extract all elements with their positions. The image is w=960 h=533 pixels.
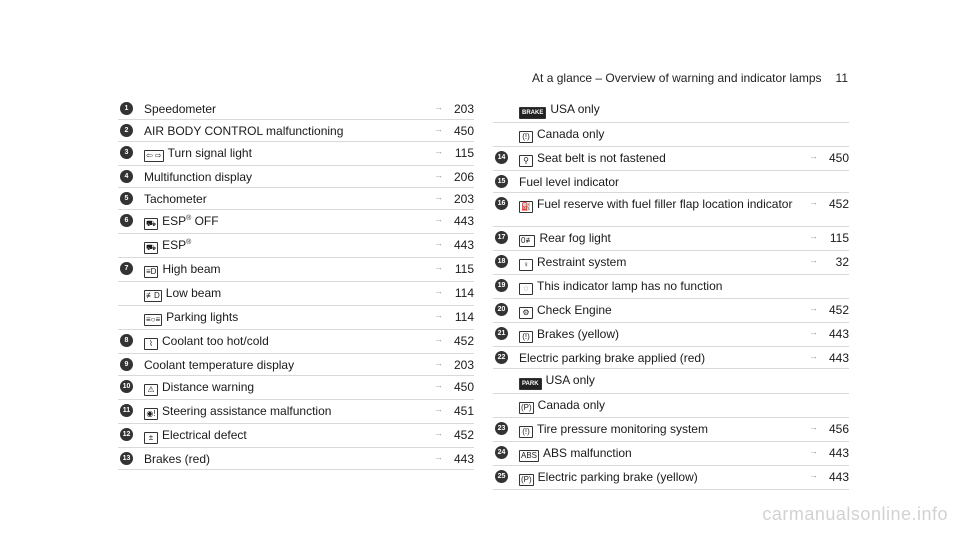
high-beam-icon: ≡D [146, 267, 157, 276]
item-label: Turn signal light [167, 146, 252, 160]
page-reference-number: 443 [453, 452, 474, 466]
arrow-icon: → [809, 255, 818, 265]
page-reference[interactable] [434, 404, 474, 418]
check-engine-icon: ⚙ [519, 307, 533, 319]
item-text [519, 279, 722, 293]
arrow-icon: → [434, 452, 443, 462]
page-reference[interactable] [434, 170, 474, 184]
item-number: 19 [495, 279, 508, 292]
arrow-icon: → [434, 428, 443, 438]
list-item [118, 400, 474, 424]
item-text [144, 102, 216, 116]
list-item [118, 448, 474, 470]
item-text [144, 286, 221, 300]
page-reference[interactable] [434, 452, 474, 466]
item-label: Brakes (yellow) [537, 327, 620, 341]
parking-lights-icon: ≡○≡ [146, 315, 161, 324]
item-number: 20 [495, 303, 508, 316]
item-text [144, 238, 191, 252]
page-reference[interactable] [434, 358, 474, 372]
list-item [493, 193, 849, 227]
item-number: 12 [120, 428, 133, 441]
page-reference-number: 203 [453, 102, 474, 116]
item-label: Steering assistance malfunction [162, 404, 332, 418]
item-label: Coolant temperature display [144, 358, 295, 372]
page-reference-number: 450 [453, 380, 474, 394]
registered-mark: ® [186, 239, 192, 246]
item-label: Distance warning [162, 380, 255, 394]
item-text [519, 470, 698, 484]
arrow-icon: → [809, 327, 818, 337]
registered-mark: ® [186, 215, 192, 222]
left-column [118, 98, 474, 470]
item-text [519, 422, 708, 436]
page-reference[interactable] [434, 146, 474, 160]
list-item [118, 306, 474, 330]
item-label: Electric parking brake applied (red) [519, 351, 706, 365]
arrow-icon: → [434, 310, 443, 320]
arrow-icon: → [434, 262, 443, 272]
list-item [118, 376, 474, 400]
item-label: Speedometer [144, 102, 217, 116]
page-reference[interactable] [809, 197, 849, 211]
page-reference-number: 114 [454, 286, 474, 300]
page-reference-number: 443 [828, 327, 849, 341]
arrow-icon: → [434, 404, 443, 414]
item-text [144, 262, 220, 276]
item-label: Electric parking brake (yellow) [537, 470, 698, 484]
arrow-icon: → [434, 334, 443, 344]
item-text [519, 351, 705, 365]
no-function-icon: ◌ [519, 283, 533, 295]
page-reference[interactable] [434, 124, 474, 138]
item-label: Fuel level indicator [519, 175, 620, 189]
seat-belt-icon: ⚲ [519, 155, 533, 167]
page-reference[interactable] [809, 470, 849, 484]
right-column [493, 98, 849, 490]
list-item [118, 424, 474, 448]
page-reference[interactable] [434, 380, 474, 394]
item-text [519, 373, 595, 387]
item-text [519, 446, 632, 460]
list-item [493, 123, 849, 147]
item-label: ESP [162, 238, 187, 252]
page-reference-number: 452 [828, 303, 849, 317]
page-reference[interactable] [434, 192, 474, 206]
page-reference[interactable] [809, 446, 849, 460]
steering-assist-icon: ◉! [144, 408, 158, 420]
item-label: Parking lights [166, 310, 239, 324]
item-number: 1 [120, 102, 133, 115]
list-item [493, 147, 849, 171]
page-number: 11 [835, 71, 848, 85]
abs-icon: ABS [521, 451, 538, 460]
item-text [519, 303, 612, 317]
arrow-icon: → [809, 470, 818, 480]
item-label: Multifunction display [144, 170, 253, 184]
page-reference[interactable] [809, 151, 849, 165]
item-text [519, 231, 611, 245]
list-item [118, 354, 474, 376]
esp-icon: ⛟ [146, 243, 157, 252]
arrow-icon: → [434, 192, 443, 202]
item-label: Restraint system [537, 255, 627, 269]
fuel-reserve-icon: ⛽ [519, 201, 533, 213]
page-reference-number: 450 [828, 151, 849, 165]
item-label: Brakes (red) [144, 452, 211, 466]
page-reference-number: 456 [828, 422, 849, 436]
item-number: 9 [120, 358, 133, 371]
item-number: 5 [120, 192, 133, 205]
arrow-icon: → [809, 446, 818, 456]
arrow-icon: → [809, 197, 818, 207]
item-label: High beam [162, 262, 221, 276]
arrow-icon: → [809, 151, 818, 161]
item-label: Canada only [537, 398, 606, 412]
item-number: 18 [495, 255, 508, 268]
page-reference-number: 452 [453, 428, 474, 442]
epb-yellow-icon: (P) [521, 475, 532, 484]
list-item [493, 227, 849, 251]
page-reference-number: 443 [828, 351, 849, 365]
item-number: 16 [495, 197, 508, 210]
page-reference-number: 114 [454, 310, 474, 324]
list-item [493, 418, 849, 442]
item-number: 17 [495, 231, 508, 244]
item-number: 4 [120, 170, 133, 183]
list-item [118, 282, 474, 306]
item-text [144, 428, 247, 442]
page-reference[interactable] [434, 428, 474, 442]
list-item [118, 188, 474, 210]
item-text [144, 146, 252, 160]
item-text [144, 192, 207, 206]
page-reference-number: 115 [454, 262, 474, 276]
item-label: USA only [550, 102, 600, 116]
item-label: ABS malfunction [543, 446, 632, 460]
page-reference[interactable] [809, 327, 849, 341]
list-item [118, 98, 474, 120]
brake-circle-icon: (!) [519, 131, 533, 143]
item-text [144, 310, 238, 324]
page-reference-number: 206 [453, 170, 474, 184]
page-reference-number: 452 [453, 334, 474, 348]
item-text [519, 151, 666, 165]
item-number: 15 [495, 175, 508, 188]
item-label: Low beam [165, 286, 222, 300]
item-number: 10 [120, 380, 133, 393]
list-item [118, 330, 474, 354]
low-beam-icon: ≢D [146, 291, 160, 300]
item-text [144, 124, 343, 138]
list-item [493, 394, 849, 418]
item-label: AIR BODY CONTROL malfunctioning [144, 124, 344, 138]
page-reference-number: 451 [453, 404, 474, 418]
list-item [118, 166, 474, 188]
item-text [519, 175, 619, 189]
item-text [144, 358, 294, 372]
page-reference-number: 443 [828, 470, 849, 484]
item-text [144, 452, 210, 466]
page-reference[interactable] [434, 334, 474, 348]
item-number: 8 [120, 334, 133, 347]
brake-word-icon: BRAKE [519, 107, 546, 119]
page-reference[interactable] [434, 214, 474, 228]
list-item [493, 299, 849, 323]
item-number: 24 [495, 446, 508, 459]
page-reference[interactable] [809, 351, 849, 365]
header-title: At a glance – Overview of warning and indicator lamps [532, 71, 822, 85]
list-item [493, 98, 849, 123]
item-number: 14 [495, 151, 508, 164]
park-circle-icon: (P) [521, 403, 532, 412]
item-text [519, 127, 604, 141]
watermark: carmanualsonline.info [762, 504, 948, 524]
item-text [144, 170, 252, 184]
arrow-icon: → [809, 303, 818, 313]
arrow-icon: → [434, 380, 443, 390]
list-item [118, 210, 474, 234]
list-item [493, 323, 849, 347]
page-reference-number: 203 [453, 358, 474, 372]
page-reference[interactable] [434, 102, 474, 116]
list-item [493, 275, 849, 299]
page-reference[interactable] [434, 262, 474, 276]
list-item [493, 347, 849, 369]
turn-signal-icon: ⇦ ⇨ [146, 151, 162, 160]
item-number: 21 [495, 327, 508, 340]
page-reference-number: 32 [835, 255, 849, 269]
page-reference-number: 115 [829, 231, 849, 245]
arrow-icon: → [434, 170, 443, 180]
restraint-icon: ♀ [519, 259, 533, 271]
item-text [144, 380, 254, 394]
arrow-icon: → [434, 146, 443, 156]
page-reference[interactable] [809, 255, 849, 269]
list-item [118, 258, 474, 282]
item-number: 2 [120, 124, 133, 137]
item-label-suffix: OFF [191, 214, 219, 228]
list-item [493, 369, 849, 394]
list-item [493, 442, 849, 466]
item-number: 23 [495, 422, 508, 435]
item-label: Fuel reserve with fuel filler flap location indicator [537, 197, 793, 211]
page-reference[interactable] [434, 238, 474, 252]
arrow-icon: → [434, 214, 443, 224]
item-label: USA only [545, 373, 595, 387]
page-reference-number: 115 [454, 146, 474, 160]
item-number: 11 [120, 404, 133, 417]
brake-yellow-icon: (!) [519, 331, 533, 343]
distance-warning-icon: ⚠ [144, 384, 158, 396]
item-number: 3 [120, 146, 133, 159]
item-label: Electrical defect [162, 428, 247, 442]
page-reference-number: 452 [828, 197, 849, 211]
item-number: 25 [495, 470, 508, 483]
list-item [493, 171, 849, 193]
item-label: Tachometer [144, 192, 207, 206]
item-text [144, 404, 331, 418]
list-item [493, 466, 849, 490]
arrow-icon: → [809, 231, 818, 241]
list-item [493, 251, 849, 275]
page-reference[interactable] [434, 310, 474, 324]
item-text [519, 255, 626, 269]
coolant-icon: ⌇ [144, 338, 158, 350]
item-text [519, 197, 792, 211]
item-number: 13 [120, 452, 133, 465]
battery-icon: ± [144, 432, 158, 444]
esp-off-icon: ⛟ [146, 219, 157, 228]
page-reference-number: 450 [453, 124, 474, 138]
page-reference-number: 443 [453, 214, 474, 228]
arrow-icon: → [434, 286, 443, 296]
item-text [519, 327, 619, 341]
item-label: Seat belt is not fastened [537, 151, 666, 165]
page-reference-number: 443 [828, 446, 849, 460]
item-text [519, 398, 605, 412]
list-item [118, 142, 474, 166]
page-header [532, 71, 848, 85]
page-reference[interactable] [809, 231, 849, 245]
arrow-icon: → [434, 238, 443, 248]
item-label: Coolant too hot/cold [162, 334, 269, 348]
page-reference-number: 443 [453, 238, 474, 252]
page-reference-number: 203 [453, 192, 474, 206]
item-text [519, 102, 600, 116]
page-reference[interactable] [809, 422, 849, 436]
item-number: 6 [120, 214, 133, 227]
item-label: This indicator lamp has no function [537, 279, 723, 293]
arrow-icon: → [434, 358, 443, 368]
arrow-icon: → [434, 124, 443, 134]
item-label: Tire pressure monitoring system [537, 422, 708, 436]
page-reference[interactable] [809, 303, 849, 317]
tire-pressure-icon: (!) [519, 426, 533, 438]
list-item [118, 120, 474, 142]
item-text [144, 334, 269, 348]
item-label: ESP [162, 214, 187, 228]
item-text [144, 214, 219, 228]
item-label: Canada only [537, 127, 605, 141]
item-number: 22 [495, 351, 508, 364]
arrow-icon: → [434, 102, 443, 112]
item-label: Rear fog light [539, 231, 611, 245]
park-word-icon: PARK [519, 378, 542, 390]
list-item [118, 234, 474, 258]
item-number: 7 [120, 262, 133, 275]
rear-fog-icon: 0≢ [521, 236, 534, 245]
arrow-icon: → [809, 351, 818, 361]
page-reference[interactable] [434, 286, 474, 300]
item-label: Check Engine [537, 303, 612, 317]
arrow-icon: → [809, 422, 818, 432]
